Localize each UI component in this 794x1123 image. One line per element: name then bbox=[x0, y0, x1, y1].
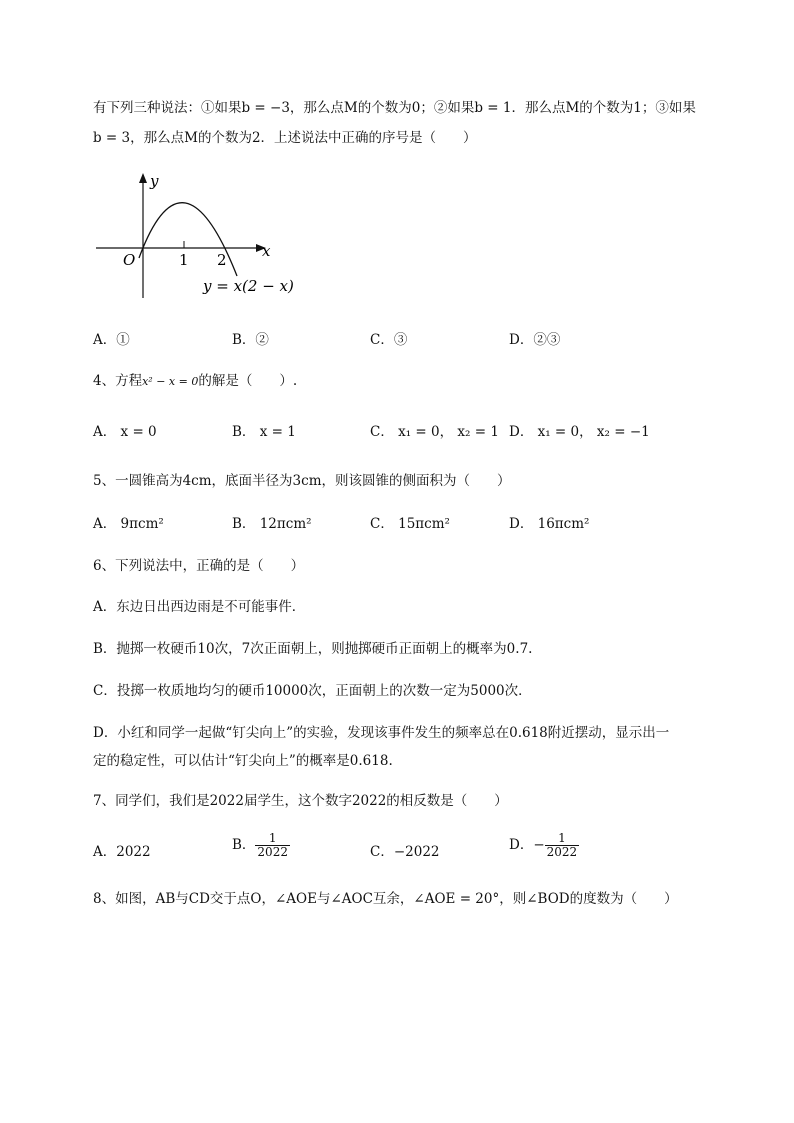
q7-option-c[interactable]: C．−2022 bbox=[370, 844, 440, 860]
q4-option-a[interactable]: A． x = 0 bbox=[93, 424, 157, 440]
y-axis-arrow bbox=[139, 173, 147, 183]
q5-option-a[interactable]: A． 9πcm² bbox=[93, 516, 164, 532]
fraction-denominator: 2022 bbox=[257, 845, 288, 859]
q7-option-b-fraction bbox=[255, 832, 290, 859]
fraction-numerator: 1 bbox=[558, 831, 566, 845]
q7-option-b[interactable] bbox=[232, 832, 290, 859]
q4-option-c[interactable]: C． x₁ = 0， x₂ = 1 bbox=[370, 424, 499, 440]
q3-stem-line1: 有下列三种说法：①如果b = −3，那么点M的个数为0；②如果b = 1．那么点M的个数为1；③如果 bbox=[93, 100, 696, 116]
q7-option-a[interactable]: A．2022 bbox=[93, 844, 151, 860]
q6-option-a[interactable]: A．东边日出西边雨是不可能事件． bbox=[93, 599, 306, 615]
tick-1-label: 1 bbox=[179, 251, 189, 269]
q3-stem-line2: b = 3，那么点M的个数为2．上述说法中正确的序号是（ ） bbox=[93, 130, 477, 146]
q4-option-b[interactable]: B． x = 1 bbox=[232, 424, 296, 440]
q5-stem: 5、一圆锥高为4cm，底面半径为3cm，则该圆锥的侧面积为（ ） bbox=[93, 473, 511, 489]
q3-option-c[interactable]: C．③ bbox=[370, 332, 408, 348]
q5-option-d[interactable]: D． 16πcm² bbox=[509, 516, 590, 532]
equation-label: y = x(2 − x) bbox=[203, 277, 294, 295]
q4-equation: x² − x = 0 bbox=[142, 375, 199, 388]
fraction-numerator: 1 bbox=[268, 831, 277, 845]
q5-option-b[interactable]: B． 12πcm² bbox=[232, 516, 312, 532]
fraction-denominator: 2022 bbox=[546, 845, 578, 859]
q5-option-c[interactable]: C． 15πcm² bbox=[370, 516, 450, 532]
q3-option-d[interactable]: D．②③ bbox=[509, 332, 561, 348]
q3-option-a[interactable]: A．① bbox=[93, 332, 130, 348]
q6-option-c[interactable]: C．投掷一枚质地均匀的硬币10000次，正面朝上的次数一定为5000次． bbox=[93, 683, 532, 699]
q6-stem: 6、下列说法中，正确的是（ ） bbox=[93, 558, 305, 574]
q7-option-d[interactable] bbox=[509, 832, 579, 859]
q7-option-d-label: D．− bbox=[509, 837, 545, 853]
y-axis-label: y bbox=[150, 172, 159, 190]
q8-stem: 8、如图，AB与CD交于点O，∠AOE与∠AOC互余，∠AOE = 20°，则∠BOD的度数为（ ） bbox=[93, 891, 678, 907]
origin-label: O bbox=[123, 251, 136, 269]
q6-option-d-line1[interactable]: D．小红和同学一起做“钉尖向上”的实验，发现该事件发生的频率总在0.618附近摆动，显示出一 bbox=[93, 725, 670, 741]
q7-stem: 7、同学们，我们是2022届学生，这个数字2022的相反数是（ ） bbox=[93, 793, 508, 809]
x-axis-label: x bbox=[262, 242, 271, 260]
q7-option-b-label: B． bbox=[232, 837, 256, 853]
q4-option-d[interactable]: D． x₁ = 0， x₂ = −1 bbox=[509, 424, 650, 440]
q6-option-b[interactable]: B．抛掷一枚硬币10次，7次正面朝上，则抛掷硬币正面朝上的概率为0.7. bbox=[93, 641, 533, 657]
q7-option-d-fraction bbox=[545, 832, 580, 859]
q4-stem-pre: 4、方程 bbox=[93, 373, 143, 389]
tick-2-label: 2 bbox=[217, 251, 227, 269]
q6-option-d-line2[interactable]: 定的稳定性，可以估计“钉尖向上”的概率是0.618. bbox=[93, 753, 393, 769]
q4-stem-post: 的解是（ ）. bbox=[198, 373, 298, 389]
q4-stem bbox=[93, 371, 297, 392]
q3-option-b[interactable]: B．② bbox=[232, 332, 269, 348]
q3-parabola-graph bbox=[90, 168, 300, 303]
